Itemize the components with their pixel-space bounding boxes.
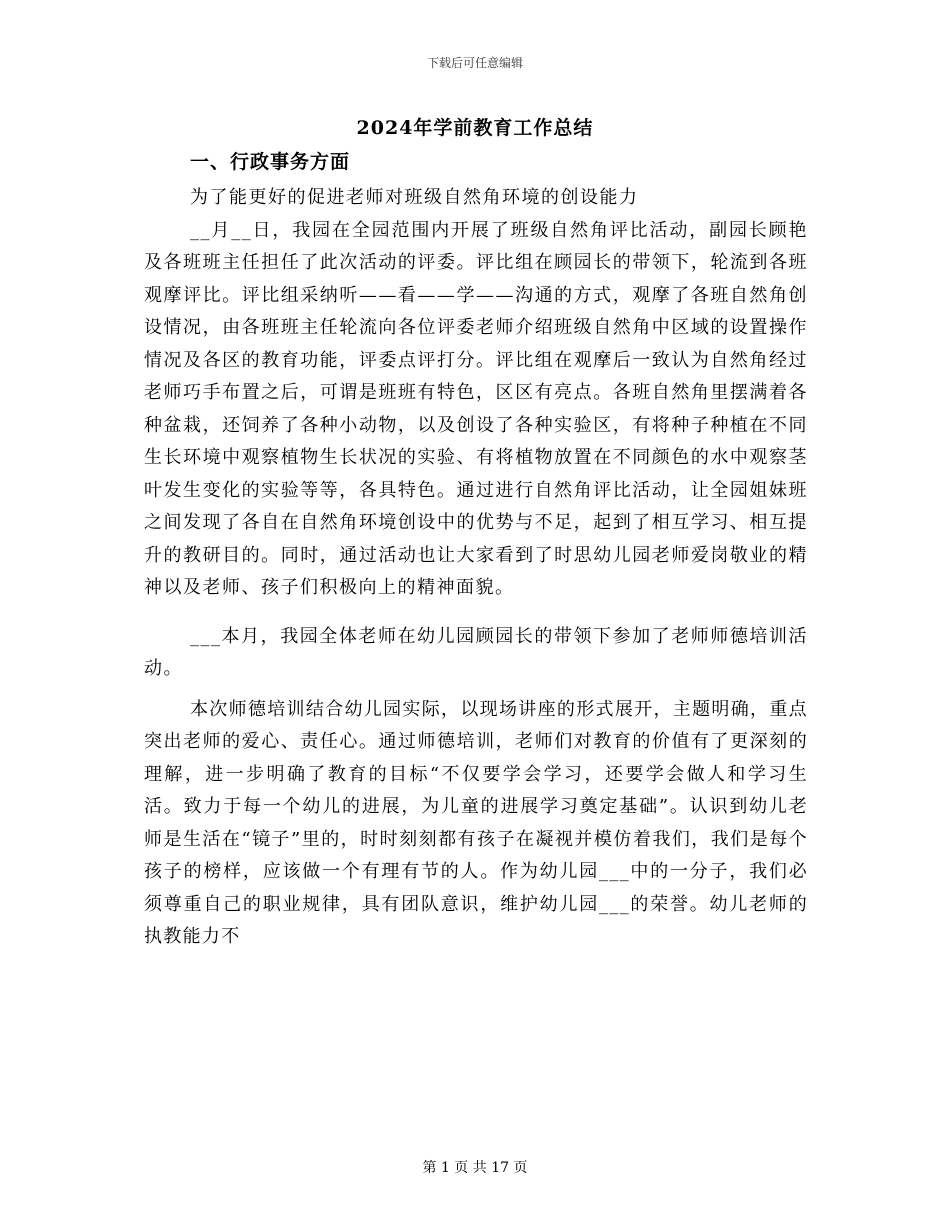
- page-header-note: 下载后可任意编辑: [426, 56, 523, 70]
- paragraph-ethics-training-intro: ___本月，我园全体老师在幼儿园顾园长的带领下参加了老师师德培训活动。: [144, 625, 808, 679]
- document-body: [144, 142, 808, 954]
- paragraph-intro: 为了能更好的促进老师对班级自然角环境的创设能力: [190, 187, 639, 208]
- paragraph-ethics-training: 本次师德培训结合幼儿园实际，以现场讲座的形式展开，主题明确，重点突出老师的爱心、责任心。通过师德培训，老师们对教育的价值有了更深刻的理解，进一步明确了教育的目标“不仅要学会学习，还要学会做人和学习生活。致力于每一个幼儿的进展，为儿童的进展学习奠定基础”。认识到幼儿老师是生活在“镜子”里的，时时刻刻都有孩子在凝视并模仿着我们，我们是每个孩子的榜样，应该做一个有理有节的人。作为幼儿园___中的一分子，我们必须尊重自己的职业规律，具有团队意识，维护幼儿园___的荣誉。幼儿老师的执教能力不: [144, 698, 808, 947]
- paragraph-nature-corner: __月__日，我园在全园范围内开展了班级自然角评比活动，副园长顾艳及各班班主任担任了此次活动的评委。评比组在顾园长的带领下，轮流到各班观摩评比。评比组采纳听——看——学——沟通的方式，观摩了各班自然角创设情况，由各班班主任轮流向各位评委老师介绍班级自然角中区域的设置操作情况及各区的教育功能，评委点评打分。评比组在观摩后一致认为自然角经过老师巧手布置之后，可谓是班班有特色，区区有亮点。各班自然角里摆满着各种盆栽，还饲养了各种小动物，以及创设了各种实验区，有将种子种植在不同生长环境中观察植物生长状况的实验、有将植物放置在不同颜色的水中观察茎叶发生变化的实验等等，各具特色。通过进行自然角评比活动，让全园姐妹班之间发现了各自在自然角环境创设中的优势与不足，起到了相互学习、相互提升的教研目的。同时，通过活动也让大家看到了时思幼儿园老师爱岗敬业的精神以及老师、孩子们积极向上的精神面貌。: [144, 219, 808, 598]
- page-footer: 第 1 页 共 17 页: [422, 1160, 528, 1176]
- document-title: 2024年学前教育工作总结: [356, 117, 594, 139]
- section-heading: 一、行政事务方面: [190, 151, 351, 173]
